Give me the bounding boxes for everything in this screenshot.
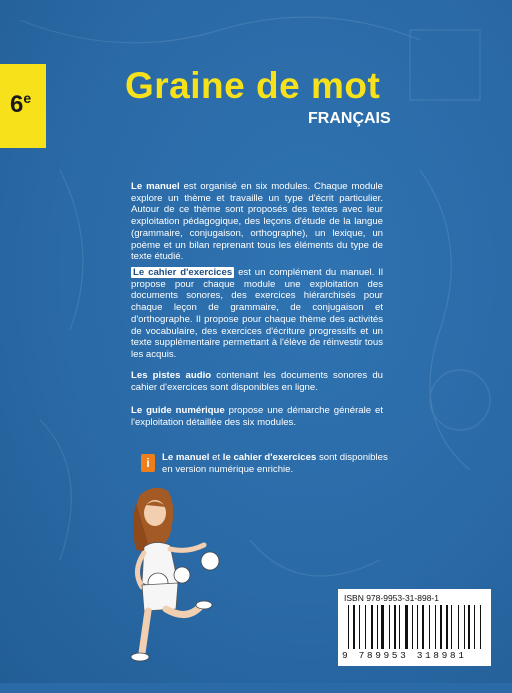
- barcode-bar: [391, 605, 392, 649]
- isbn-label: ISBN 978-9953-31-898-1: [344, 593, 439, 603]
- girl-illustration: [118, 483, 228, 678]
- barcode-bar: [440, 605, 442, 649]
- barcode-bar: [446, 605, 448, 649]
- barcode-bar: [417, 605, 418, 649]
- info-icon: i: [141, 454, 155, 472]
- info-lead-manuel: Le manuel: [162, 452, 210, 463]
- barcode-bar: [371, 605, 373, 649]
- barcode-bar: [402, 605, 404, 649]
- barcode-bar: [422, 605, 424, 649]
- barcode-bar: [420, 605, 421, 649]
- barcode-bar: [438, 605, 439, 649]
- paragraph-text: est organisé en six modules. Chaque module explore un thème et travaille un type d'écrit particulier. Autour de ce thème sont proposés des textes avec leur exploitation pédagogique, des leçons d'étude de la langue (grammaire, conjugaison, orthographe), un lexique, un poème et un bilan reprenant tous les éléments du type de texte étudié.: [131, 181, 383, 263]
- barcode-bar: [414, 605, 416, 649]
- grade-label: [10, 90, 31, 119]
- info-text: sont disponibles en version numérique enrichie.: [162, 452, 388, 475]
- barcode-bar: [397, 605, 398, 649]
- paragraph-lead: Le manuel: [131, 181, 180, 192]
- barcode-bar: [443, 605, 444, 649]
- paragraph-lead: Les pistes audio: [131, 370, 212, 381]
- barcode-bar: [386, 605, 388, 649]
- barcode-bar: [476, 605, 478, 649]
- barcode-bar: [399, 605, 400, 649]
- barcode-bar: [480, 605, 481, 649]
- info-note: [162, 452, 392, 475]
- barcode-bar: [351, 605, 352, 649]
- barcode-bars: [348, 605, 483, 649]
- barcode-bar: [361, 605, 364, 649]
- barcode-bar: [365, 605, 366, 649]
- paragraph-audio: [131, 370, 383, 393]
- barcode-bar: [460, 605, 462, 649]
- book-subtitle: FRANÇAIS: [308, 110, 391, 127]
- barcode-bar: [458, 605, 459, 649]
- barcode-bar: [472, 605, 473, 649]
- barcode-bar: [377, 605, 378, 649]
- barcode-bar: [431, 605, 434, 649]
- barcode-bar: [466, 605, 467, 649]
- info-connector: et: [209, 452, 223, 463]
- publisher-url: [0, 293, 1, 376]
- barcode-bar: [348, 605, 349, 649]
- barcode-bar: [464, 605, 465, 649]
- barcode-bar: [429, 605, 430, 649]
- barcode-bar: [474, 605, 475, 649]
- barcode-bar: [468, 605, 470, 649]
- paragraph-manuel: [131, 181, 383, 263]
- paragraph-guide: [131, 405, 383, 428]
- paragraph-cahier: [131, 267, 383, 361]
- barcode-bar: [405, 605, 408, 649]
- barcode-bar: [409, 605, 410, 649]
- barcode-bar: [368, 605, 370, 649]
- barcode-bar: [394, 605, 396, 649]
- paragraph-text: propose une démarche générale et l'exploitation détaillée des six modules.: [131, 405, 383, 428]
- info-lead-cahier: le cahier d'exercices: [222, 452, 317, 463]
- barcode-bar: [389, 605, 390, 649]
- grade-number: 6: [10, 91, 24, 118]
- ean-number: 9 789953 318981: [342, 650, 467, 661]
- barcode-bar: [359, 605, 360, 649]
- barcode-bar: [381, 605, 384, 649]
- book-title: Graine de mot: [125, 65, 381, 106]
- barcode-bar: [353, 605, 355, 649]
- grade-suffix: e: [23, 90, 32, 106]
- paragraph-text: contenant les documents sonores du cahier d'exercices sont disponibles en ligne.: [131, 370, 384, 393]
- highlighted-lead: Le cahier d'exercices: [133, 267, 233, 278]
- barcode-bar: [454, 605, 457, 649]
- barcode-bar: [425, 605, 427, 649]
- barcode-panel: [338, 589, 491, 666]
- barcode-bar: [356, 605, 357, 649]
- barcode-bar: [451, 605, 452, 649]
- barcode-bar: [374, 605, 375, 649]
- paragraph-text: est un complément du manuel. Il propose pour chaque module une exploitation des documents sonores, des exercices hiérarchisés pour chaque leçon de grammaire, de conjugaison et d'orthographe. Il propose pour chaque thème des activités de vocabulaire, des exercices d'écriture progressifs et un texte supplémentaire permettant à l'élève de réinvestir tous les acquis.: [131, 267, 383, 360]
- barcode-bar: [379, 605, 380, 649]
- barcode-bar: [449, 605, 450, 649]
- barcode-bar: [435, 605, 436, 649]
- barcode-bar: [412, 605, 413, 649]
- paragraph-lead: Le guide numérique: [131, 405, 225, 416]
